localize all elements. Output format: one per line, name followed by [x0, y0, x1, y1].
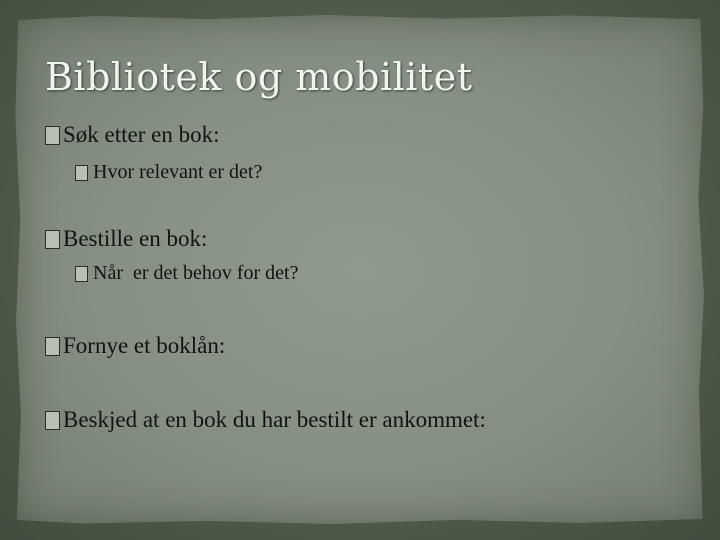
- bullet-text: Søk etter en bok:: [63, 122, 220, 147]
- bullet-item: [45, 407, 486, 433]
- bullet-box-icon: [75, 266, 88, 282]
- bullet-item: [45, 333, 225, 359]
- bullet-box-icon: [45, 230, 60, 249]
- bullet-box-icon: [45, 337, 60, 356]
- slide-title: Bibliotek og mobilitet: [45, 55, 473, 99]
- bullet-item: [45, 226, 207, 252]
- bullet-text: Beskjed at en bok du har bestilt er ankommet:: [63, 407, 486, 432]
- sub-bullet-item: [75, 161, 262, 184]
- sub-bullet-item: [75, 262, 298, 285]
- bullet-text: Fornye et boklån:: [63, 333, 226, 358]
- bullet-item: [45, 122, 220, 148]
- bullet-box-icon: [75, 165, 88, 181]
- bullet-text: Bestille en bok:: [63, 226, 208, 251]
- bullet-text: Hvor relevant er det?: [93, 161, 263, 183]
- bullet-text: Når er det behov for det?: [93, 262, 299, 284]
- bullet-box-icon: [45, 411, 60, 430]
- bullet-box-icon: [45, 126, 60, 145]
